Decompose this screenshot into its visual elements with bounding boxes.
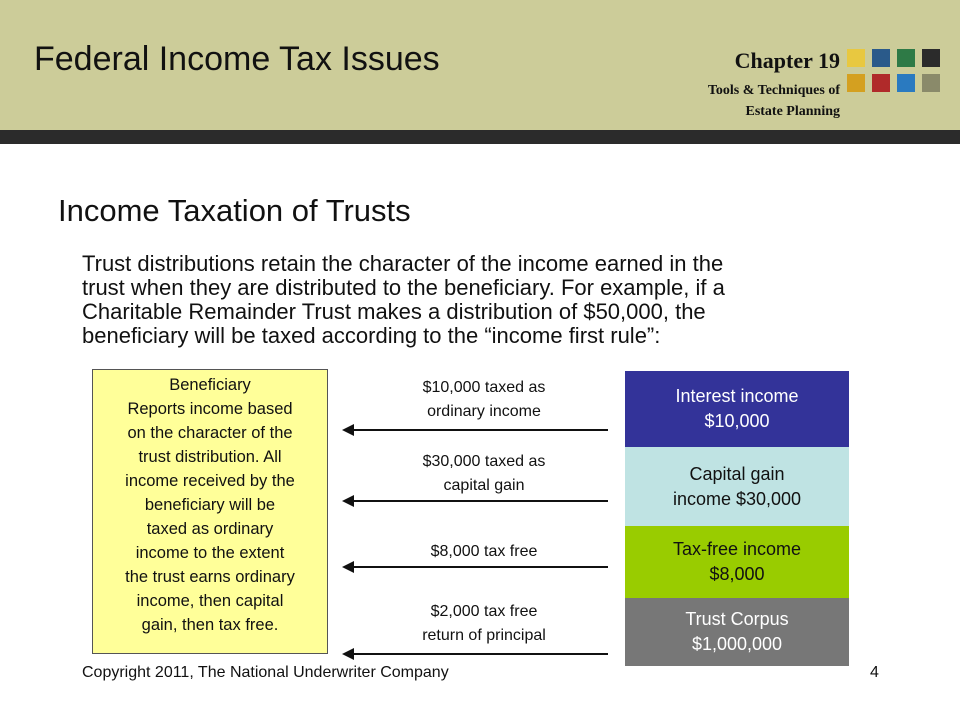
arrow-label-line: capital gain xyxy=(443,477,525,494)
stack-line: $8,000 xyxy=(709,564,765,584)
decor-square-2 xyxy=(872,49,890,67)
stack-trust-corpus xyxy=(625,598,849,666)
page-number: 4 xyxy=(870,664,879,681)
arrow-label-line: $8,000 tax free xyxy=(430,543,538,560)
stack-line: Capital gain xyxy=(689,463,785,484)
stack-line: Trust Corpus xyxy=(685,609,789,629)
arrow-label-principal xyxy=(364,600,604,648)
arrow-label-line: $30,000 taxed as xyxy=(422,453,546,470)
beneficiary-line: income received by the xyxy=(125,472,295,490)
beneficiary-line: trust distribution. All xyxy=(138,448,282,466)
stack-line: Tax-free income xyxy=(672,539,802,559)
arrow-label-ordinary xyxy=(364,376,604,424)
decor-square-4 xyxy=(922,49,940,67)
arrow-ordinary xyxy=(352,429,608,431)
chapter-subtitle-line2: Estate Planning xyxy=(745,104,840,119)
beneficiary-box xyxy=(92,369,328,654)
beneficiary-line: on the character of the xyxy=(127,424,293,442)
stack-line: $10,000 xyxy=(704,411,770,431)
arrow-capital-gain xyxy=(352,500,608,502)
beneficiary-line: Beneficiary xyxy=(169,376,251,394)
decor-square-1 xyxy=(847,49,865,67)
beneficiary-line: the trust earns ordinary xyxy=(125,568,295,586)
chapter-label: Chapter 19 xyxy=(734,48,840,73)
stack-line: Interest income xyxy=(675,386,799,406)
beneficiary-line: Reports income based xyxy=(127,400,293,418)
stack-line: $1,000,000 xyxy=(691,634,783,654)
beneficiary-line: beneficiary will be xyxy=(144,496,276,514)
body-line: trust when they are distributed to the beneficiary. For example, if a xyxy=(82,275,725,300)
slide-title: Income Taxation of Trusts xyxy=(58,193,411,228)
decor-square-3 xyxy=(897,49,915,67)
header-title: Federal Income Tax Issues xyxy=(34,40,440,78)
arrow-principal xyxy=(352,653,608,655)
header-divider xyxy=(0,130,960,144)
chapter-subtitle xyxy=(708,80,840,122)
stack-interest-income xyxy=(625,371,849,447)
decor-square-7 xyxy=(897,74,915,92)
decor-square-8 xyxy=(922,74,940,92)
body-line: Trust distributions retain the character of the income earned in the xyxy=(82,251,724,276)
arrow-label-line: $2,000 tax free xyxy=(430,603,538,620)
slide-body-text xyxy=(82,252,882,348)
copyright-footer: Copyright 2011, The National Underwriter Company xyxy=(82,664,449,681)
beneficiary-line: income, then capital xyxy=(136,592,284,610)
beneficiary-line: income to the extent xyxy=(135,544,285,562)
arrow-tax-free xyxy=(352,566,608,568)
arrow-label-capital-gain xyxy=(364,450,604,498)
stack-tax-free-income xyxy=(625,526,849,598)
decor-square-5 xyxy=(847,74,865,92)
beneficiary-line: taxed as ordinary xyxy=(146,520,274,538)
body-line: Charitable Remainder Trust makes a distribution of $50,000, the xyxy=(82,299,706,324)
decor-square-6 xyxy=(872,74,890,92)
arrow-label-line: return of principal xyxy=(422,627,546,644)
arrow-label-line: ordinary income xyxy=(427,403,541,420)
chapter-subtitle-line1: Tools & Techniques of xyxy=(707,83,840,98)
arrow-label-line: $10,000 taxed as xyxy=(422,379,546,396)
arrow-label-tax-free xyxy=(364,540,604,564)
stack-line: income $30,000 xyxy=(672,488,802,509)
stack-capital-gain xyxy=(625,447,849,526)
beneficiary-line: gain, then tax free. xyxy=(141,616,279,634)
body-line: beneficiary will be taxed according to the “income first rule”: xyxy=(82,323,661,348)
